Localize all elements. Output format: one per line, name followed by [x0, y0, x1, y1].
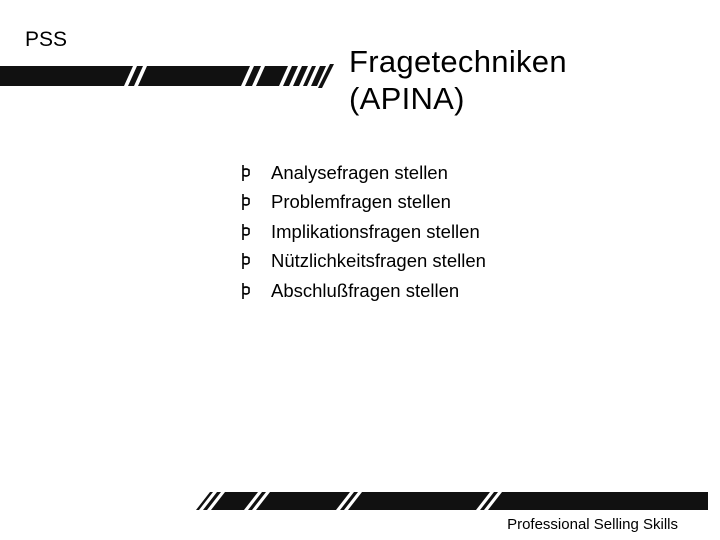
- title-line-2: (APINA): [349, 81, 465, 116]
- hand-pointer-icon: [240, 251, 271, 271]
- hand-pointer-icon: [240, 281, 271, 301]
- title-line-1: Fragetechniken: [349, 44, 567, 79]
- list-item: [240, 247, 486, 277]
- list-item: [240, 276, 486, 306]
- corner-label: PSS: [25, 28, 68, 51]
- list-item: [240, 188, 486, 218]
- list-item: [240, 158, 486, 188]
- hand-pointer-icon: [240, 192, 271, 212]
- bullet-list: [240, 158, 486, 306]
- bullet-text: Abschlußfragen stellen: [271, 279, 460, 301]
- decorative-stripe-bottom: [190, 488, 710, 514]
- list-item: [240, 217, 486, 247]
- bullet-text: Problemfragen stellen: [271, 191, 451, 213]
- decorative-stripe-top: [0, 62, 335, 88]
- slide-title: [349, 43, 567, 117]
- hand-pointer-icon: [240, 222, 271, 242]
- bullet-text: Analysefragen stellen: [271, 161, 448, 183]
- bullet-text: Implikationsfragen stellen: [271, 220, 480, 242]
- footer-label: Professional Selling Skills: [507, 516, 678, 533]
- hand-pointer-icon: [240, 163, 271, 183]
- bullet-text: Nützlichkeitsfragen stellen: [271, 250, 486, 272]
